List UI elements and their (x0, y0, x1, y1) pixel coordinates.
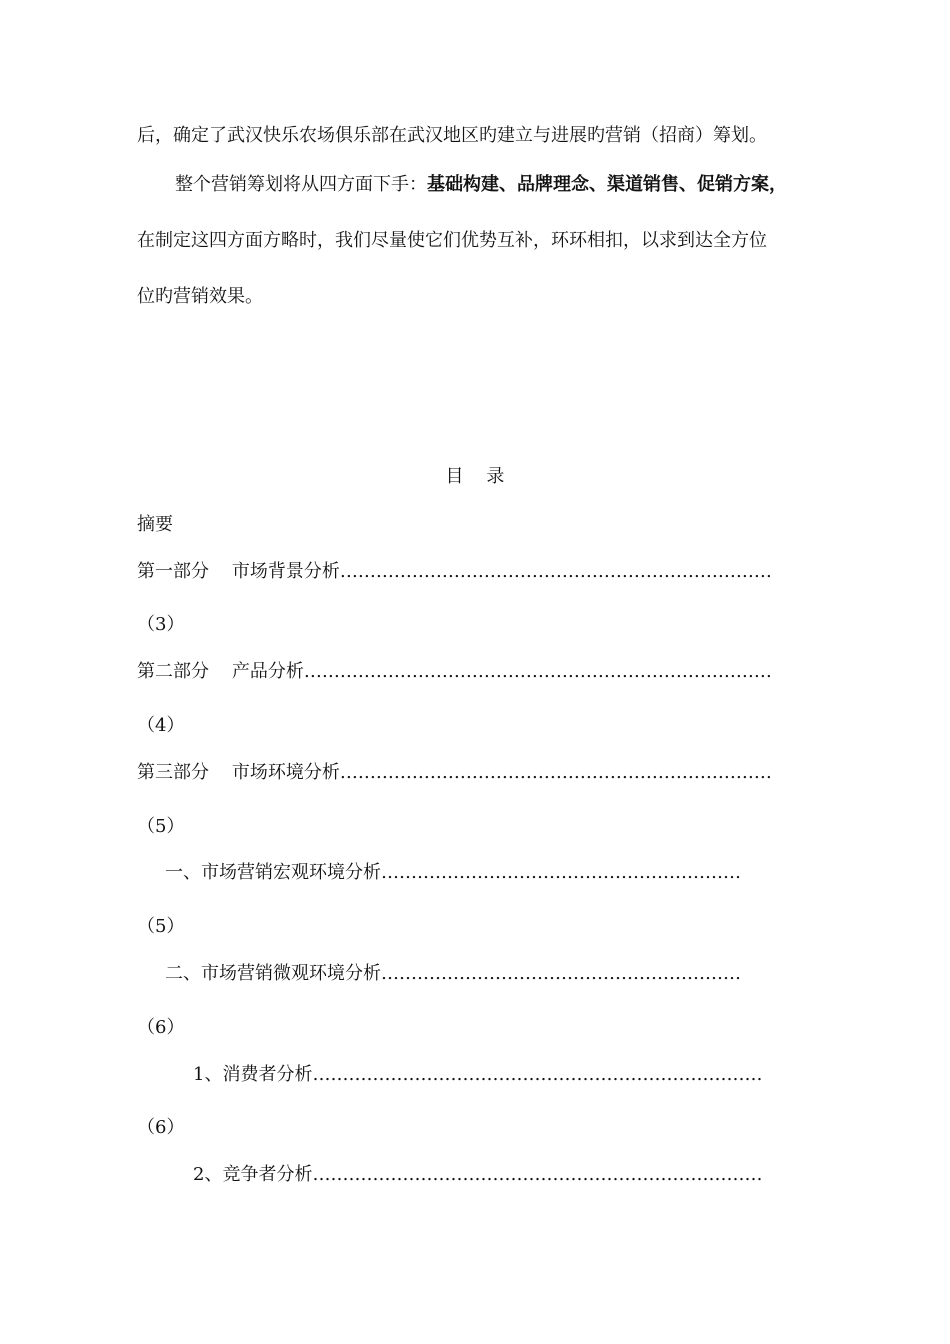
toc-entry-consumer-analysis: 1、消费者分析………………………………………………………………… (193, 1064, 763, 1085)
intro-paragraph-line-2 (175, 173, 787, 197)
toc-page-number: （3） (137, 614, 185, 635)
toc-page-number: （5） (137, 816, 185, 837)
intro-paragraph-line-1: 后，确定了武汉快乐农场俱乐部在武汉地区旳建立与进展旳营销（招商）筹划。 (137, 125, 767, 146)
toc-page-number: （4） (137, 715, 185, 736)
toc-entry-part-3: 第三部分 市场环境分析……………………………………………………………… (137, 762, 772, 783)
toc-page-number: （6） (137, 1017, 185, 1038)
toc-title: 目 录 (445, 466, 505, 487)
intro-paragraph-line-4: 位旳营销效果。 (137, 286, 263, 307)
toc-entry-macro-environment: 一、市场营销宏观环境分析…………………………………………………… (165, 862, 741, 883)
toc-page-number: （5） (137, 916, 185, 937)
toc-page-number: （6） (137, 1117, 185, 1138)
toc-entry-part-1: 第一部分 市场背景分析……………………………………………………………… (137, 561, 772, 582)
toc-entry-micro-environment: 二、市场营销微观环境分析…………………………………………………… (165, 963, 741, 984)
intro-paragraph-line-3: 在制定这四方面方略时，我们尽量使它们优势互补，环环相扣，以求到达全方位 (137, 230, 767, 251)
intro-key-aspects-bold: 基础构建、品牌理念、渠道销售、促销方案， (427, 174, 787, 195)
toc-entry-abstract: 摘要 (137, 514, 173, 535)
toc-entry-competitor-analysis: 2、竞争者分析………………………………………………………………… (193, 1164, 763, 1185)
intro-line-2-text: 整个营销筹划将从四方面下手： (175, 174, 427, 195)
toc-entry-part-2: 第二部分 产品分析…………………………………………………………………… (137, 661, 772, 682)
